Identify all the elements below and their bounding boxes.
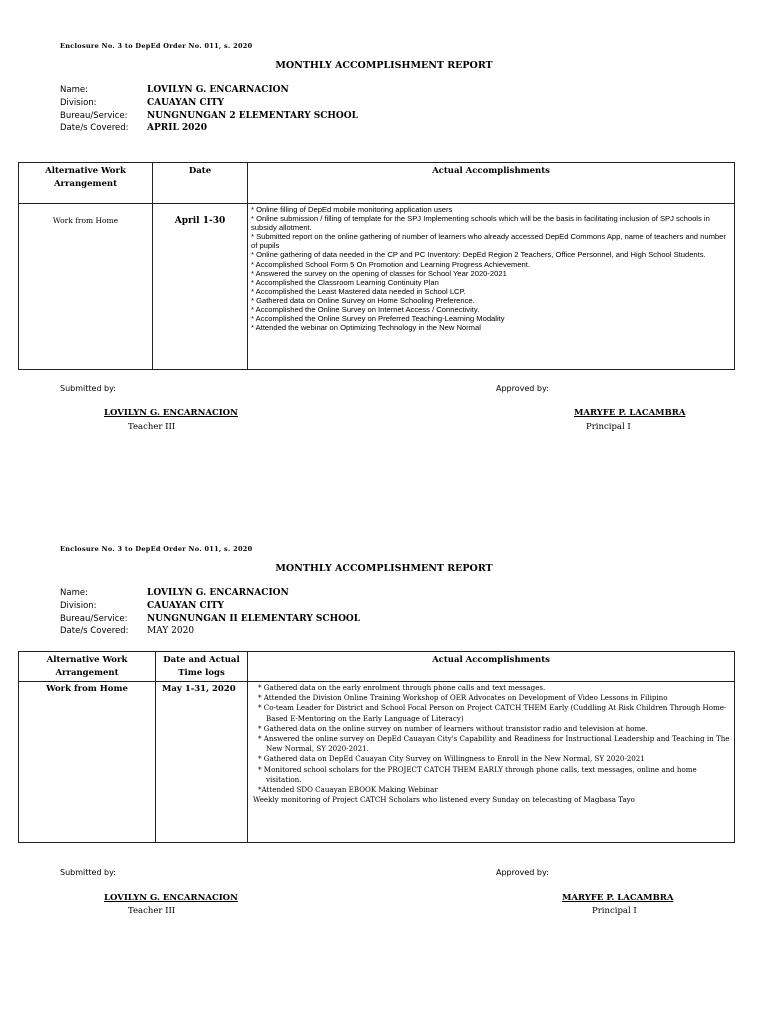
report-title: MONTHLY ACCOMPLISHMENT REPORT <box>275 60 493 71</box>
dates-value: MAY 2020 <box>147 626 195 637</box>
table-row <box>19 204 735 370</box>
submitter-name: LOVILYN G. ENCARNACION <box>104 893 238 903</box>
report-title: MONTHLY ACCOMPLISHMENT REPORT <box>275 563 493 574</box>
division-value: CAUAYAN CITY <box>147 97 224 108</box>
list-item: * Online submission / filling of template for the SPJ Implementing schools which will be the basis in facilitating inclusion of SPJ schools in subsidy allotment. <box>251 214 710 233</box>
accomplishments-cell <box>248 204 735 370</box>
dates-label: Date/s Covered: <box>60 123 129 134</box>
header-date: Date and Actual Time logs <box>156 652 248 682</box>
list-item: * Gathered data on the online survey on number of learners without transistor radio and television at home. <box>258 723 648 733</box>
header-arrangement: Alternative Work Arrangement <box>19 163 153 204</box>
list-item: Weekly monitoring of Project CATCH Scholars who listened every Sunday on telecasting of Magbasa Tayo <box>253 795 635 805</box>
submitter-position: Teacher III <box>128 906 176 916</box>
bureau-value: NUNGNUNGAN 2 ELEMENTARY SCHOOL <box>147 110 358 121</box>
bureau-label: Bureau/Service: <box>60 110 128 121</box>
name-label: Name: <box>60 85 88 95</box>
submitter-position: Teacher III <box>128 422 176 432</box>
submitter-name: LOVILYN G. ENCARNACION <box>104 408 238 418</box>
division-label: Division: <box>60 97 97 108</box>
enclosure-note: Enclosure No. 3 to DepEd Order No. 011, s. 2020 <box>60 545 253 553</box>
dates-label: Date/s Covered: <box>60 626 129 637</box>
list-item: *Attended SDO Cauayan EBOOK Making Webinar <box>258 785 438 795</box>
list-item: * Co-team Leader for District and School Focal Person on Project CATCH THEM Early (Cuddling At Risk Children Through Home-Based E-Mentoring on the Early Language of Literacy) <box>258 703 727 723</box>
list-item: * Monitored school scholars for the PROJECT CATCH THEM EARLY through phone calls, text messages, online and home visitation. <box>258 764 697 784</box>
list-item: * Accomplished the Least Mastered data needed in School LCP. <box>251 286 466 296</box>
list-item: * Answered the online survey on DepEd Cauayan City's Capability and Readiness for Instructional Leadership and Teaching in The New Normal, SY 2020-2021. <box>258 734 730 754</box>
name-value: LOVILYN G. ENCARNACION <box>147 85 289 95</box>
dates-value: APRIL 2020 <box>147 123 207 134</box>
enclosure-note: Enclosure No. 3 to DepEd Order No. 011, s. 2020 <box>60 42 253 50</box>
name-label: Name: <box>60 588 88 598</box>
arrangement-cell: Work from Home <box>19 204 153 370</box>
accomplishment-table <box>18 162 735 370</box>
accomplishments-cell <box>248 682 735 843</box>
approver-name: MARYFE P. LACAMBRA <box>562 893 674 903</box>
list-item: * Submitted report on the online gathering of number of learners who already accessed DepEd Commons App, name of teachers and number of pupils <box>251 232 726 251</box>
list-item: * Online filling of DepEd mobile monitoring application users <box>251 205 453 214</box>
list-item: * Online gathering of data needed in the CP and PC Inventory: DepEd Region 2 Teachers, Office Personnel, and High School Students. <box>251 250 706 260</box>
name-value: LOVILYN G. ENCARNACION <box>147 588 289 598</box>
employee-info <box>60 84 358 135</box>
approver-name: MARYFE P. LACAMBRA <box>574 408 686 418</box>
header-arrangement: Alternative Work Arrangement <box>19 652 156 682</box>
approved-by-label: Approved by: <box>496 868 549 877</box>
list-item: * Gathered data on the early enrolment through phone calls and text messages. <box>258 683 546 692</box>
date-cell: April 1-30 <box>153 204 248 370</box>
table-row <box>19 682 735 843</box>
division-label: Division: <box>60 600 97 611</box>
accomplishment-table <box>18 651 735 843</box>
approver-position: Principal I <box>592 906 637 916</box>
bureau-label: Bureau/Service: <box>60 613 128 624</box>
list-item: * Accomplished School Form 5 On Promotion and Learning Progress Achievement. <box>251 259 531 269</box>
list-item: * Gathered data on DepEd Cauayan City Survey on Willingness to Enroll in the New Normal, SY 2020-2021 <box>258 754 645 764</box>
division-value: CAUAYAN CITY <box>147 600 224 611</box>
list-item: * Answered the survey on the opening of classes for School Year 2020-2021 <box>251 268 507 278</box>
approver-position: Principal I <box>586 422 631 432</box>
bureau-value: NUNGNUNGAN II ELEMENTARY SCHOOL <box>147 613 361 624</box>
header-accomplishments: Actual Accomplishments <box>248 652 735 682</box>
list-item: * Accomplished the Online Survey on Internet Access / Connectivity. <box>251 305 480 315</box>
submitted-by-label: Submitted by: <box>60 868 116 877</box>
date-cell: May 1-31, 2020 <box>156 682 248 843</box>
employee-info <box>60 587 360 638</box>
list-item: * Attended the webinar on Optimizing Technology in the New Normal <box>251 323 481 333</box>
list-item: * Accomplished the Online Survey on Preferred Teaching-Learning Modality <box>251 314 505 324</box>
list-item: * Accomplished the Classroom Learning Continuity Plan <box>251 277 439 287</box>
submitted-by-label: Submitted by: <box>60 384 116 393</box>
header-date: Date <box>153 163 248 204</box>
list-item: * Attended the Division Online Training Workshop of OER Advocates on Development of Video Lessons in Filipino <box>258 693 668 703</box>
list-item: * Gathered data on Online Survey on Home Schooling Preference. <box>251 295 475 305</box>
arrangement-cell: Work from Home <box>19 682 156 843</box>
approved-by-label: Approved by: <box>496 384 549 393</box>
header-accomplishments: Actual Accomplishments <box>248 163 735 204</box>
